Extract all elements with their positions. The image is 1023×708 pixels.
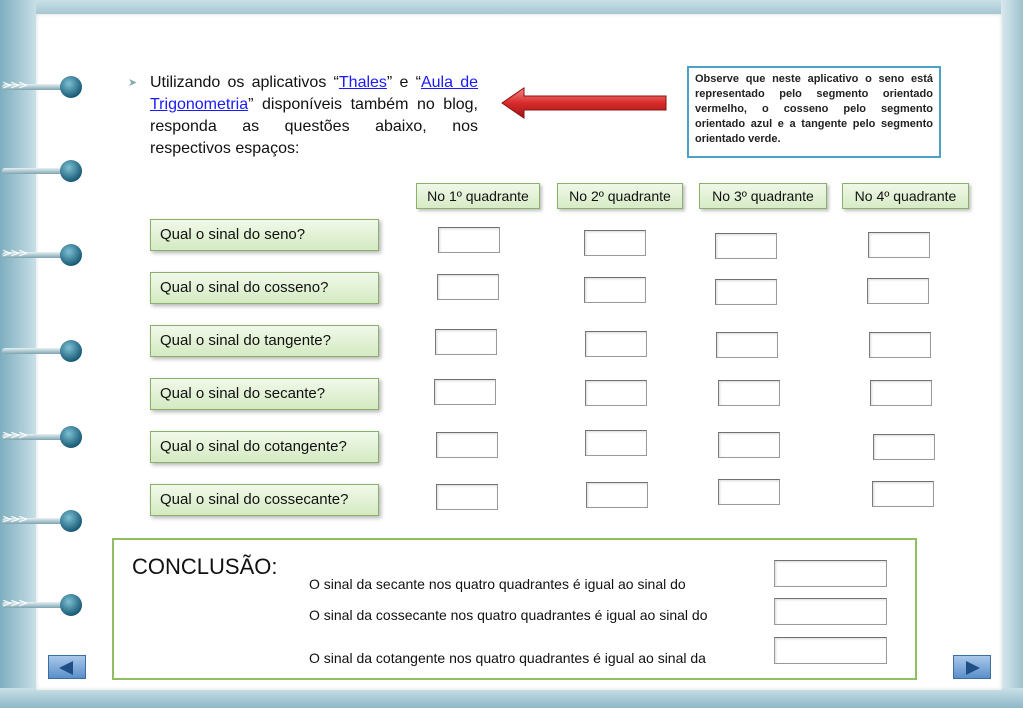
question-cossecante-button[interactable]: Qual o sinal do cossecante? [150, 484, 379, 516]
answer-tangente-q2-input[interactable] [585, 331, 647, 357]
conclusion-panel [112, 538, 917, 680]
answer-cossecante-q1-input[interactable] [436, 484, 498, 510]
answer-cotangente-q4-input[interactable] [873, 434, 935, 460]
notebook-frame-right [1001, 0, 1023, 708]
answer-cosseno-q4-input[interactable] [867, 278, 929, 304]
question-cosseno-button[interactable]: Qual o sinal do cosseno? [150, 272, 379, 304]
answer-cosseno-q3-input[interactable] [715, 279, 777, 305]
answer-secante-q3-input[interactable] [718, 380, 780, 406]
bullet-icon: ➤ [128, 77, 138, 89]
binder-ring-icon: >>> [2, 76, 80, 98]
binder-ring-icon: >>> [2, 244, 80, 266]
conclusion-line-secante: O sinal da secante nos quatro quadrantes é igual ao sinal do [309, 576, 686, 592]
previous-page-button[interactable] [48, 655, 86, 679]
binder-ring-icon [2, 160, 80, 182]
quadrant-header-1: No 1º quadrante [416, 183, 540, 209]
quadrant-header-2: No 2º quadrante [557, 183, 683, 209]
question-cotangente-button[interactable]: Qual o sinal do cotangente? [150, 431, 379, 463]
intro-text-1: Utilizando os aplicativos “ [150, 74, 339, 91]
conclusion-cotangente-input[interactable] [774, 637, 887, 664]
answer-cosseno-q1-input[interactable] [437, 274, 499, 300]
answer-secante-q2-input[interactable] [585, 380, 647, 406]
answer-secante-q1-input[interactable] [434, 379, 496, 405]
answer-cossecante-q2-input[interactable] [586, 482, 648, 508]
conclusion-line-cotangente: O sinal da cotangente nos quatro quadrantes é igual ao sinal da [309, 650, 706, 666]
answer-seno-q2-input[interactable] [584, 230, 646, 256]
question-tangente-button[interactable]: Qual o sinal do tangente? [150, 325, 379, 357]
binder-ring-icon: >>> [2, 426, 80, 448]
question-secante-button[interactable]: Qual o sinal do secante? [150, 378, 379, 410]
answer-secante-q4-input[interactable] [870, 380, 932, 406]
intro-text-3: ” disponíveis também no blog, responda as questões abaixo, nos respectivos espaços: [150, 96, 478, 157]
answer-tangente-q1-input[interactable] [435, 329, 497, 355]
red-left-arrow-icon [500, 86, 668, 120]
intro-text-2: ” e “ [386, 74, 421, 91]
conclusion-line-cossecante: O sinal da cossecante nos quatro quadrantes é igual ao sinal do [309, 607, 708, 623]
answer-cossecante-q3-input[interactable] [718, 479, 780, 505]
answer-cotangente-q2-input[interactable] [585, 430, 647, 456]
question-seno-button[interactable]: Qual o sinal do seno? [150, 219, 379, 251]
next-page-button[interactable] [953, 655, 991, 679]
conclusion-secante-input[interactable] [774, 560, 887, 587]
quadrant-header-3: No 3º quadrante [699, 183, 827, 209]
binder-ring-icon: >>> [2, 510, 80, 532]
answer-cotangente-q1-input[interactable] [436, 432, 498, 458]
answer-cotangente-q3-input[interactable] [718, 432, 780, 458]
answer-cossecante-q4-input[interactable] [872, 481, 934, 507]
aula-trigonometria-link[interactable]: Aula de Trigonometria [150, 74, 479, 113]
thales-link[interactable]: Thales [338, 74, 387, 91]
answer-tangente-q4-input[interactable] [869, 332, 931, 358]
binder-ring-icon [2, 340, 80, 362]
answer-seno-q3-input[interactable] [715, 233, 777, 259]
answer-tangente-q3-input[interactable] [716, 332, 778, 358]
answer-seno-q1-input[interactable] [438, 227, 500, 253]
note-box: Observe que neste aplicativo o seno está representado pelo segmento orientado vermelho, o cosseno pelo segmento orientado azul e a tangente pelo segmento orientado verde. [687, 66, 941, 158]
answer-cosseno-q2-input[interactable] [584, 277, 646, 303]
conclusion-title: CONCLUSÃO: [132, 554, 278, 579]
intro-paragraph [150, 72, 478, 160]
triangle-left-icon [59, 661, 73, 675]
conclusion-cossecante-input[interactable] [774, 598, 887, 625]
notebook-frame-bottom [0, 688, 1023, 708]
triangle-right-icon [966, 661, 980, 675]
answer-seno-q4-input[interactable] [868, 232, 930, 258]
binder-ring-icon: >>> [2, 594, 80, 616]
quadrant-header-4: No 4º quadrante [842, 183, 969, 209]
